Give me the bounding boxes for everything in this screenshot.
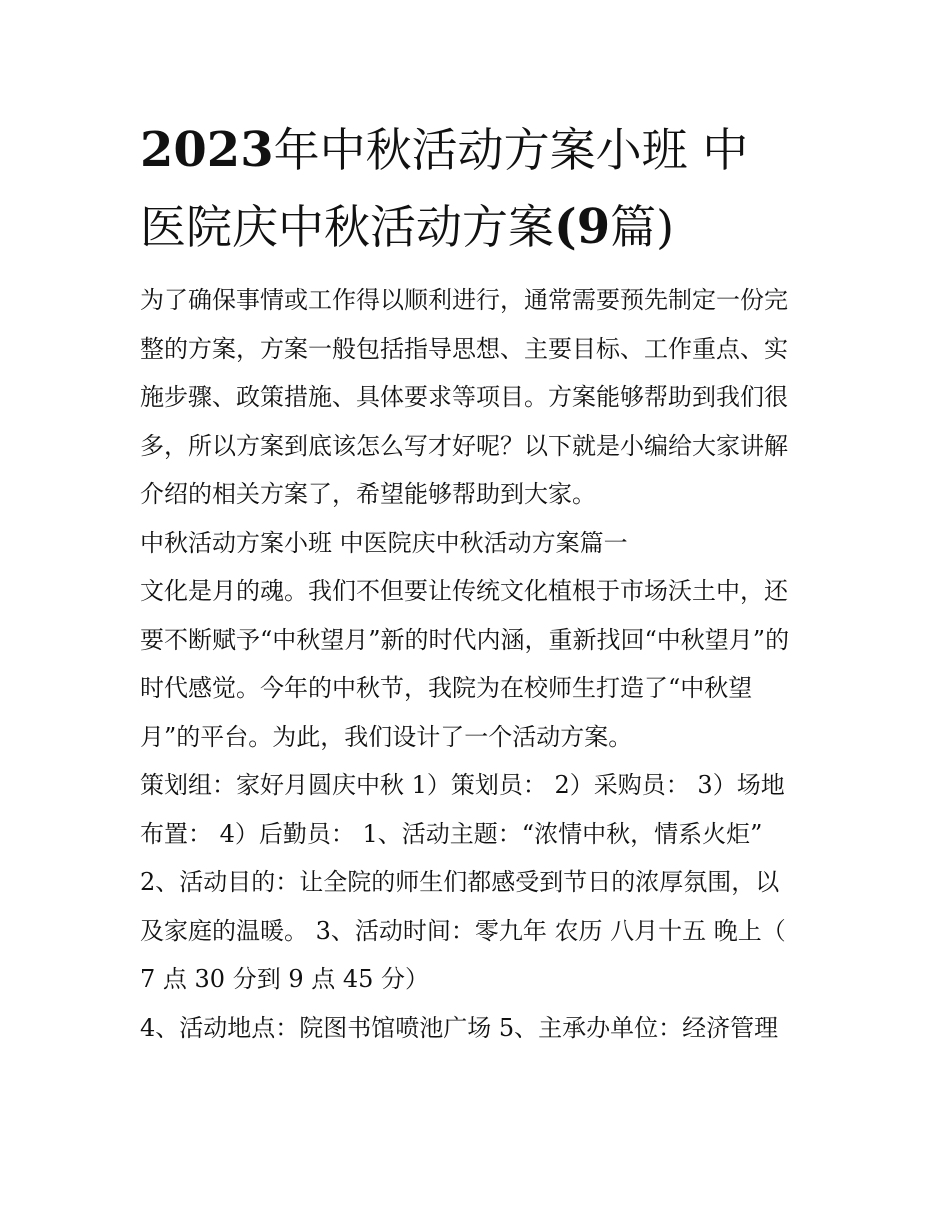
body-line: 策划组：家好月圆庆中秋 1）策划员： 2）采购员： 3）场地 (140, 771, 785, 799)
body-line: 7 点 30 分到 9 点 45 分） (140, 965, 430, 993)
body-line: 4、活动地点：院图书馆喷池广场 5、主承办单位：经济管理 (140, 1013, 779, 1042)
body-line: 及家庭的温暖。 3、活动时间：零九年 农历 八月十五 晚上（ (140, 916, 786, 945)
body-line: 为了确保事情或工作得以顺利进行，通常需要预先制定一份完 (140, 286, 788, 314)
section-heading: 中秋活动方案小班 中医院庆中秋活动方案篇一 (140, 528, 628, 557)
body-line: 施步骤、政策措施、具体要求等项目。方案能够帮助到我们很 (140, 383, 788, 411)
body-line: 时代感觉。今年的中秋节，我院为在校师生打造了“中秋望 (140, 674, 753, 702)
body-line: 介绍的相关方案了，希望能够帮助到大家。 (140, 480, 596, 508)
body-line: 文化是月的魂。我们不但要让传统文化植根于市场沃土中，还 (140, 577, 788, 605)
body-line: 多，所以方案到底该怎么写才好呢？以下就是小编给大家讲解 (140, 431, 788, 460)
title-line-2-suffix: 篇) (610, 200, 675, 254)
body-line: 2、活动目的：让全院的师生们都感受到节日的浓厚氛围，以 (140, 868, 780, 896)
document-content (140, 112, 830, 1052)
body-line: 布置： 4）后勤员： 1、活动主题：“浓情中秋，情系火炬” (140, 819, 763, 848)
body-line: 整的方案，方案一般包括指导思想、主要目标、工作重点、实 (140, 334, 788, 363)
title-year: 2023 (140, 122, 274, 178)
body-line: 月”的平台。为此，我们设计了一个活动方案。 (140, 722, 633, 751)
title-count: (9 (554, 199, 611, 255)
title-line-1-text: 年中秋活动方案小班 中 (273, 123, 749, 177)
document-body (140, 276, 830, 1052)
document-title (140, 112, 830, 266)
title-line-1 (140, 112, 830, 189)
title-line-2 (140, 189, 830, 266)
body-line: 要不断赋予“中秋望月”新的时代内涵，重新找回“中秋望月”的 (140, 625, 790, 654)
title-line-2-text: 医院庆中秋活动方案 (140, 200, 554, 254)
